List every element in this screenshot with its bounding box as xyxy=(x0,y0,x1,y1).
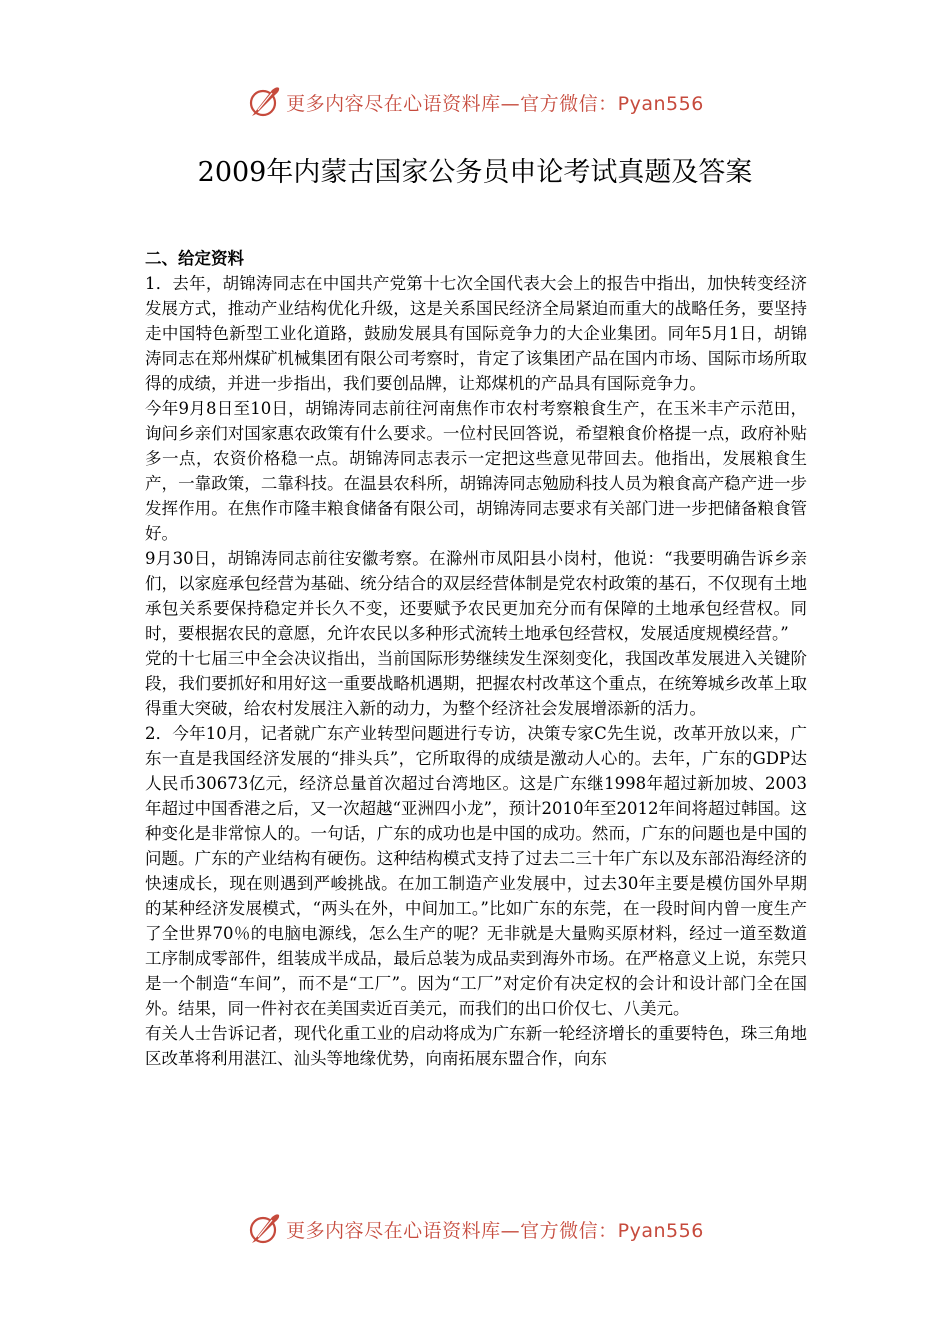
paragraph: 有关人士告诉记者，现代化重工业的启动将成为广东新一轮经济增长的重要特色，珠三角地区改革将利用湛江、汕头等地缘优势，向南拓展东盟合作，向东 xyxy=(145,1024,807,1068)
paragraph: 9月30日，胡锦涛同志前往安徽考察。在滁州市凤阳县小岗村，他说：“我要明确告诉乡亲们，以家庭承包经营为基础、统分结合的双层经营体制是党农村政策的基石，不仅现有土地承包关系要保持稳定并长久不变，还要赋予农民更加充分而有保障的土地承包经营权。同时，要根据农民的意愿，允许农民以多种形式流转土地承包经营权，发展适度规模经营。” xyxy=(145,549,807,643)
quill-pen-logo-icon xyxy=(246,1211,282,1247)
paragraph: 1．去年，胡锦涛同志在中国共产党第十七次全国代表大会上的报告中指出，加快转变经济发展方式，推动产业结构优化升级，这是关系国民经济全局紧迫而重大的战略任务，要坚持走中国特色新型工业化道路，鼓励发展具有国际竞争力的大企业集团。同年5月1日，胡锦涛同志在郑州煤矿机械集团有限公司考察时，肯定了该集团产品在国内市场、国际市场所取得的成绩，并进一步指出，我们要创品牌，让郑煤机的产品具有国际竞争力。 xyxy=(145,274,807,393)
paragraph: 党的十七届三中全会决议指出，当前国际形势继续发生深刻变化，我国改革发展进入关键阶段，我们要抓好和用好这一重要战略机遇期，把握农村改革这个重点，在统筹城乡改革上取得重大突破，给农村发展注入新的动力，为整个经济社会发展增添新的活力。 xyxy=(145,649,807,718)
paragraph: 2．今年10月，记者就广东产业转型问题进行专访，决策专家C先生说，改革开放以来，广东一直是我国经济发展的“排头兵”，它所取得的成绩是激动人心的。去年，广东的GDP达人民币30673亿元，经济总量首次超过台湾地区。这是广东继1998年超过新加坡、2003年超过中国香港之后，又一次超越“亚洲四小龙”，预计2010年至2012年间将超过韩国。这种变化是非常惊人的。一句话，广东的成功也是中国的成功。然而，广东的问题也是中国的问题。广东的产业结构有硬伤。这种结构模式支持了过去二三十年广东以及东部沿海经济的快速成长，现在则遇到严峻挑战。在加工制造产业发展中，过去30年主要是模仿国外早期的某种经济发展模式，“两头在外，中间加工。”比如广东的东莞，在一段时间内曾一度生产了全世界70％的电脑电源线，怎么生产的呢？无非就是大量购买原材料，经过一道至数道工序制成零部件，组装成半成品，最后总装为成品卖到海外市场。在严格意义上说，东莞只是一个制造“车间”，而不是“工厂”。因为“工厂”对定价有决定权的会计和设计部门全在国外。结果，同一件衬衣在美国卖近百美元，而我们的出口价仅七、八美元。 xyxy=(145,724,807,1018)
header-banner xyxy=(0,82,950,122)
header-banner-text: 更多内容尽在心语资料库—官方微信：Pyan556 xyxy=(286,92,704,115)
quill-pen-logo-icon xyxy=(246,84,282,120)
footer-banner xyxy=(0,1209,950,1249)
footer-banner-text: 更多内容尽在心语资料库—官方微信：Pyan556 xyxy=(286,1219,704,1242)
paragraph: 今年9月8日至10日，胡锦涛同志前往河南焦作市农村考察粮食生产，在玉米丰产示范田，询问乡亲们对国家惠农政策有什么要求。一位村民回答说，希望粮食价格提一点，政府补贴多一点，农资价格稳一点。胡锦涛同志表示一定把这些意见带回去。他指出，发展粮食生产，一靠政策，二靠科技。在温县农科所，胡锦涛同志勉励科技人员为粮食高产稳产进一步发挥作用。在焦作市隆丰粮食储备有限公司，胡锦涛同志要求有关部门进一步把储备粮食管好。 xyxy=(145,399,807,543)
document-title: 2009年内蒙古国家公务员申论考试真题及答案 xyxy=(197,157,753,188)
section-heading: 二、给定资料 xyxy=(145,249,244,268)
document-body xyxy=(145,246,807,1071)
